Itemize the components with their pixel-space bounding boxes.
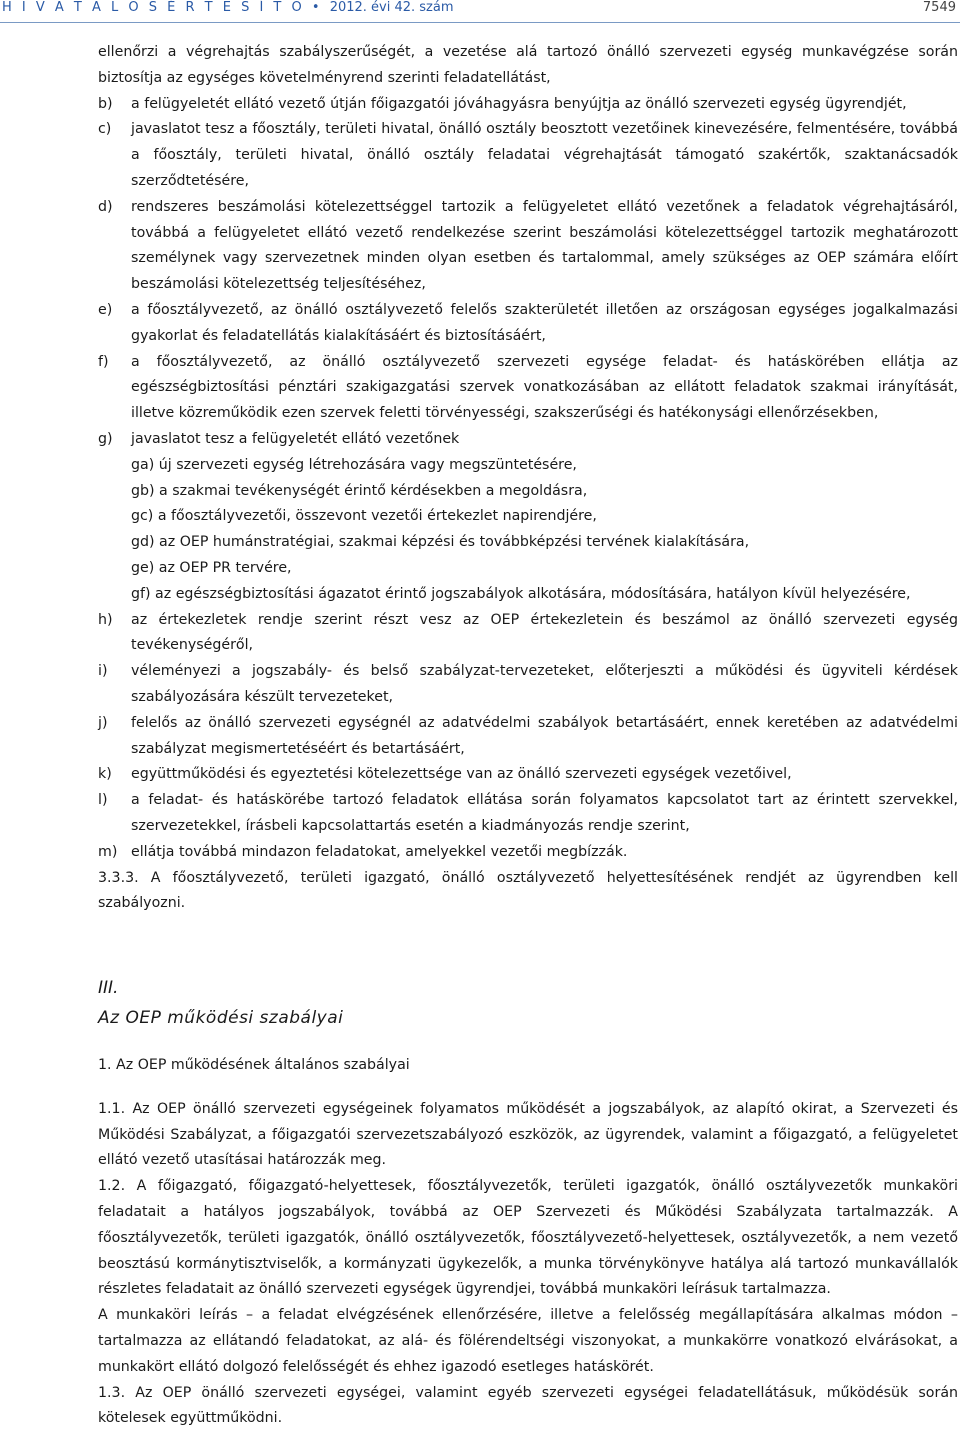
list-item-e: [98, 298, 958, 350]
item-label: h): [98, 611, 113, 628]
subsection-heading: 1. Az OEP működésének általános szabályai: [98, 1057, 410, 1074]
item-label: b): [98, 95, 113, 112]
item-text: a főosztályvezető, az önálló osztályvezető szervezeti egysége feladat- és hatáskörében ellátja az egészségbiztosítási pénztári szakigazgatási szervek vonatkozásában az ellátott feladatok szakmai irányítását, illetve közreműködik ezen szervek feletti törvényességi, szakszerűségi és hatékonysági ellenőrzésekben,: [131, 353, 958, 422]
journal-title: [2, 0, 454, 15]
item-text: javaslatot tesz a felügyeletét ellátó vezetőnek: [131, 430, 460, 447]
paragraph-1-2-job-description: A munkaköri leírás – a feladat elvégzésének ellenőrzésére, illetve a felelősség megállapítására alkalmas módon – tartalmazza az ellátandó feladatokat, az alá- és fölérendeltségi viszonyokat, a munkakörre vonatkozó elvárásokat, a munkakört ellátó dolgozó felelősségét és ehhez igazodó esetleges hatáskörét.: [98, 1307, 958, 1375]
item-label: i): [98, 663, 108, 680]
sub-item-gc: gc) a főosztályvezetői, összevont vezetői értekezlet napirendjére,: [131, 508, 597, 525]
list-item-m: [98, 840, 958, 866]
sub-item-gf: gf) az egészségbiztosítási ágazatot érintő jogszabályok alkotására, módosítására, hatályon kívül helyezésére,: [131, 585, 911, 602]
list-item-k: [98, 762, 958, 788]
item-text: javaslatot tesz a főosztály, területi hivatal, önálló osztály beosztott vezetőinek kinevezésére, felmentésére, továbbá a főosztály, területi hivatal, önálló osztály feladatai végrehajtását támogató szakértők, szaktanácsadók szerződtetésére,: [131, 121, 958, 189]
journal-name: H I V A T A L O S É R T E S Í T Õ: [2, 0, 305, 15]
paragraph-1-1: 1.1. Az OEP önálló szervezeti egységeinek folyamatos működését a jogszabályok, az alapító okirat, a Szervezeti és Működési Szabályzat, a főigazgatói szervezetszabályozó eszközök, az ügyrendek, valamint a főigazgató, a felügyeletet ellátó vezető utasításai határozzák meg.: [98, 1100, 958, 1169]
item-label: f): [98, 353, 109, 370]
item-label: l): [98, 792, 108, 809]
list-item-f: [98, 350, 958, 427]
sub-item-gd: gd) az OEP humánstratégiai, szakmai képzési és továbbképzési tervének kialakítására,: [131, 534, 750, 551]
paragraph-1-2: 1.2. A főigazgató, főigazgató-helyettesek, főosztályvezetők, területi igazgatók, önálló osztályvezetők munkaköri feladatait a hatályos jogszabályok, továbbá az OEP Szervezeti és Működési Szabályzata tartalmazzák. A főosztályvezetők, területi igazgatók, önálló osztályvezetők, főosztályvezető-helyettesek, osztályvezetők, a nem vezető beosztású kormánytisztviselők, a kormányzati ügykezelők, a munka törvénykönyve hatálya alá tartozó munkavállalók részletes feladatait az önálló szervezeti egységek ügyrendjei, továbbá munkaköri leírásuk tartalmazza.: [98, 1178, 958, 1298]
item-label: m): [98, 843, 118, 860]
item-label: g): [98, 430, 113, 447]
item-label: c): [98, 121, 112, 138]
item-label: k): [98, 766, 112, 783]
item-text: az értekezletek rendje szerint részt vesz az OEP értekezletein és beszámol az önálló szervezeti egység tevékenységéről,: [131, 611, 958, 654]
list-item-b: [98, 92, 958, 118]
item-text: rendszeres beszámolási kötelezettséggel tartozik a felügyeletet ellátó vezetőnek a feladatok végrehajtásáról, továbbá a felügyeletet ellátó vezető rendelkezése szerint beszámolási kötelezettséggel tartozik meghatározott személynek vagy szervezetnek minden olyan esetben és tartalommal, amely szükséges az OEP számára előírt beszámolási kötelezettség teljesítéséhez,: [131, 198, 958, 293]
sub-item-ge: ge) az OEP PR tervére,: [131, 559, 292, 576]
paragraph-1-3: 1.3. Az OEP önálló szervezeti egységei, valamint egyéb szervezeti egységei feladatellátásuk, működésük során kötelesek együttműködni.: [98, 1384, 958, 1427]
issue-date: 2012. évi 42. szám: [329, 0, 454, 15]
separator-bullet: •: [311, 0, 323, 15]
list-item-d: [98, 195, 958, 298]
paragraph-3-3-3: 3.3.3. A főosztályvezető, területi igazgató, önálló osztályvezető helyettesítésének rendjét az ügyrendben kell szabályozni.: [98, 869, 958, 912]
item-text: a főosztályvezető, az önálló osztályvezető felelős szakterületét illetően az országosan egységes jogalkalmazási gyakorlat és feladatellátás kialakításáért és biztosításáért,: [131, 301, 958, 344]
item-label: j): [98, 714, 108, 731]
section-number: III.: [98, 978, 119, 999]
item-text: véleményezi a jogszabály- és belső szabályzat-tervezeteket, előterjeszti a működési és ügyviteli kérdések szabályozására készült tervezeteket,: [131, 663, 958, 705]
list-item-c: [98, 117, 958, 194]
document-body: [98, 40, 958, 1432]
list-item-h: [98, 608, 958, 660]
section-title: Az OEP működési szabályai: [98, 1008, 344, 1029]
paragraph-intro: ellenőrzi a végrehajtás szabályszerűségét, a vezetése alá tartozó önálló szervezeti egység munkavégzése során biztosítja az egységes követelményrend szerinti feladatellátást,: [98, 44, 958, 86]
page-number: 7549: [922, 0, 956, 15]
list-item-i: [98, 659, 958, 711]
list-item-l: [98, 788, 958, 840]
item-label: d): [98, 198, 113, 215]
item-text: a feladat- és hatáskörébe tartozó feladatok ellátása során folyamatos kapcsolatot tart az érintett szervekkel, szervezetekkel, írásbeli kapcsolattartás esetén a kiadmányozás rendje szerint,: [131, 792, 958, 834]
item-text: ellátja továbbá mindazon feladatokat, amelyekkel vezetői megbízzák.: [131, 843, 628, 860]
page-header: [0, 0, 960, 23]
item-text: együttműködési és egyeztetési kötelezettsége van az önálló szervezeti egységek vezetőivel,: [131, 766, 792, 783]
sub-item-gb: gb) a szakmai tevékenységét érintő kérdésekben a megoldásra,: [131, 482, 588, 499]
item-label: e): [98, 301, 113, 318]
list-item-j: [98, 711, 958, 763]
sub-item-ga: ga) új szervezeti egység létrehozására vagy megszüntetésére,: [131, 456, 577, 473]
item-text: a felügyeletét ellátó vezető útján főigazgatói jóváhagyásra benyújtja az önálló szervezeti egység ügyrendjét,: [131, 95, 907, 112]
list-item-g: [98, 427, 958, 453]
item-text: felelős az önálló szervezeti egységnél az adatvédelmi szabályok betartásáért, ennek keretében az adatvédelmi szabályzat megismertetéséért és betartásáért,: [131, 714, 958, 757]
